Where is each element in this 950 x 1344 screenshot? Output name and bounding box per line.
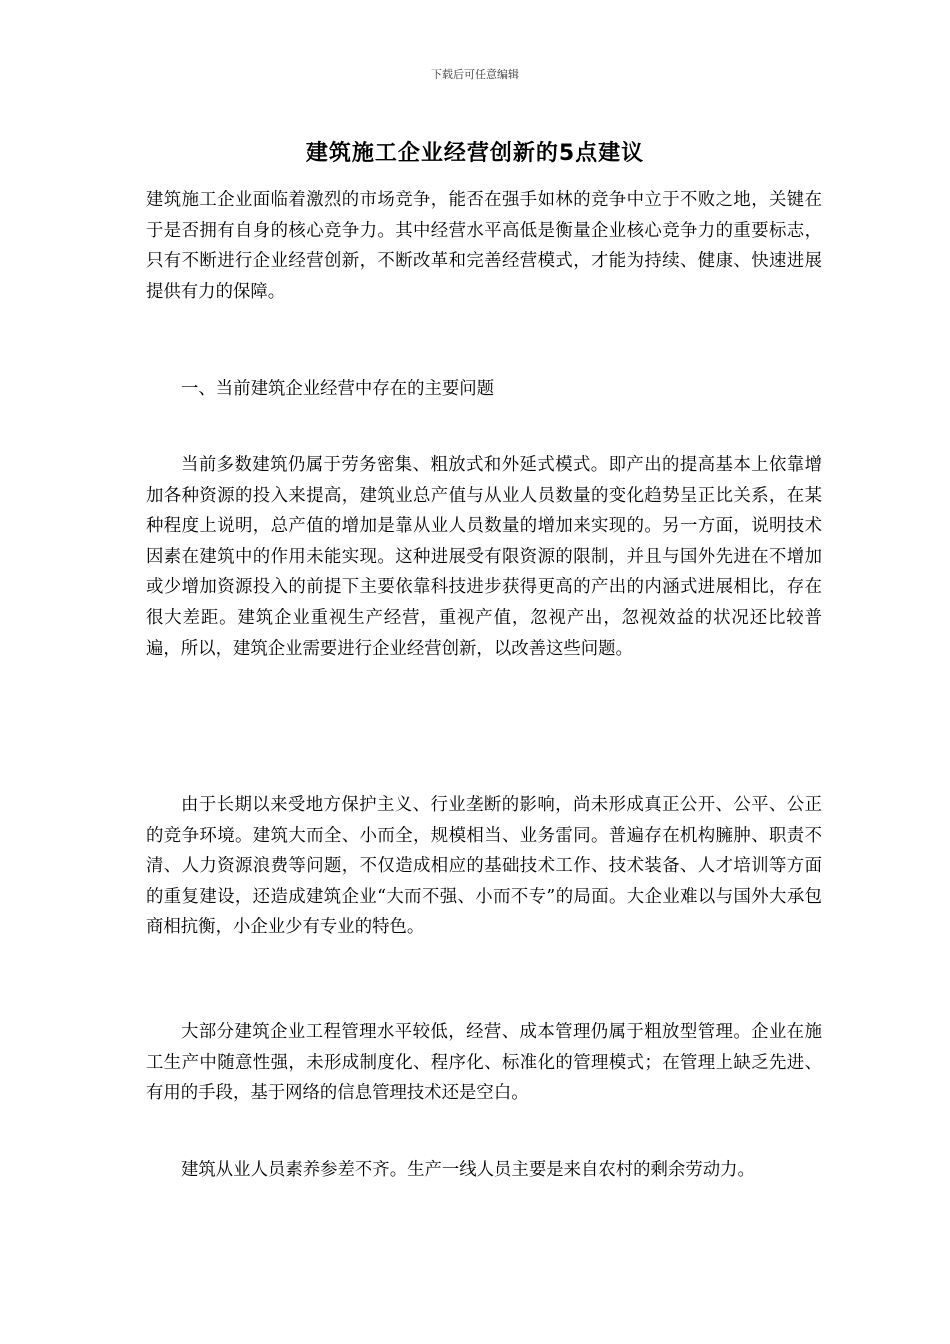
document-title: 建筑施工企业经营创新的5点建议: [305, 141, 645, 166]
header-note: 下载后可任意编辑: [431, 68, 519, 81]
body-paragraph-1: 当前多数建筑仍属于劳务密集、粗放式和外延式模式。即产出的提高基本上依靠增加各种资源的投入来提高，建筑业总产值与从业人员数量的变化趋势呈正比关系，在某种程度上说明，总产值的增加是靠从业人员数量的增加来实现的。另一方面，说明技术因素在建筑中的作用未能实现。这种进展受有限资源的限制，并且与国外先进在不增加或少增加资源投入的前提下主要依靠科技进步获得更高的产出的内涵式进展相比，存在很大差距。建筑企业重视生产经营，重视产值，忽视产出，忽视效益的状况还比较普遍，所以，建筑企业需要进行企业经营创新，以改善这些问题。: [146, 455, 822, 659]
intro-paragraph: 建筑施工企业面临着激烈的市场竞争，能否在强手如林的竞争中立于不败之地，关键在于是否拥有自身的核心竞争力。其中经营水平高低是衡量企业核心竞争力的重要标志，只有不断进行企业经营创新，不断改革和完善经营模式，才能为持续、健康、快速进展提供有力的保障。: [146, 190, 822, 302]
body-paragraph-4: 建筑从业人员素养参差不齐。生产一线人员主要是来自农村的剩余劳动力。: [181, 1160, 755, 1180]
section-heading: 一、当前建筑企业经营中存在的主要问题: [181, 379, 495, 399]
body-paragraph-2: 由于长期以来受地方保护主义、行业垄断的影响，尚未形成真正公开、公平、公正的竞争环境。建筑大而全、小而全，规模相当、业务雷同。普遍存在机构臃肿、职责不清、人力资源浪费等问题，不仅造成相应的基础技术工作、技术装备、人才培训等方面的重复建设，还造成建筑企业“大而不强、小而不专”的局面。大企业难以与国外大承包商相抗衡，小企业少有专业的特色。: [146, 795, 822, 938]
body-paragraph-3: 大部分建筑企业工程管理水平较低，经营、成本管理仍属于粗放型管理。企业在施工生产中随意性强，未形成制度化、程序化、标准化的管理模式；在管理上缺乏先进、有用的手段，基于网络的信息管理技术还是空白。: [146, 1022, 822, 1104]
